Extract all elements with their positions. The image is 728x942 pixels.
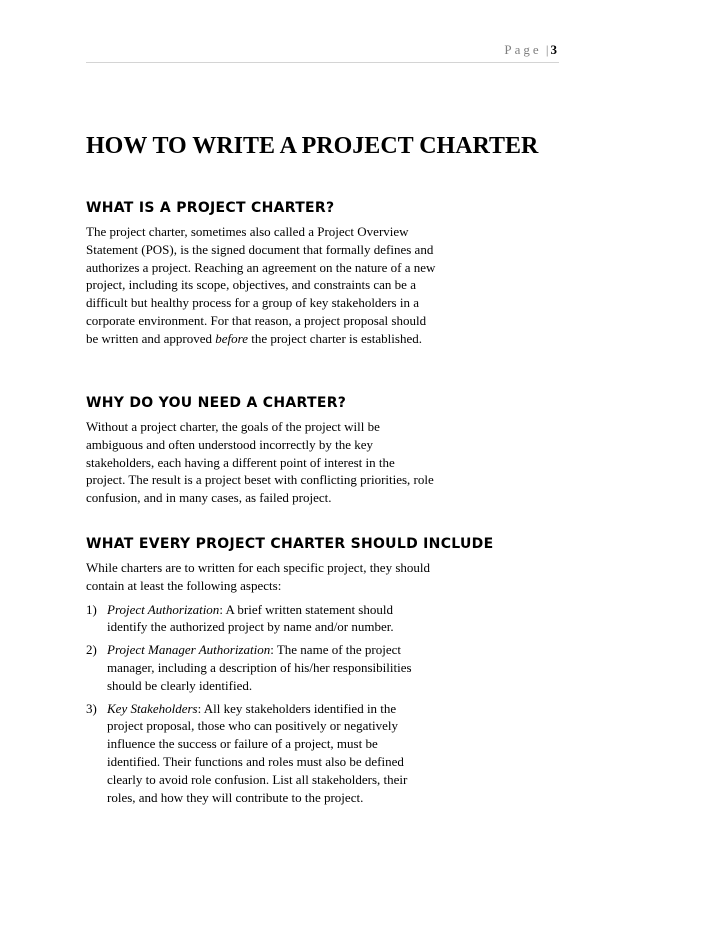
list-item: [86, 601, 426, 637]
list-item-text: : All key stakeholders identified in the project proposal, those who can positively or negatively influence the success or failure of a project, must be identified. Their functions and roles must also be defined clearly to avoid role confusion. List all stakeholders, their roles, and how they will contribute to the project.: [107, 700, 408, 805]
body-text: the project charter is established.: [247, 330, 422, 346]
section-body: Without a project charter, the goals of the project will be ambiguous and often understood incorrectly by the key stakeholders, each having a different point of interest in the project. The result is a project beset with conflicting priorities, role confusion, and in many cases, as failed project.: [86, 419, 434, 506]
list-item: [86, 700, 426, 807]
list-item-number: 2): [86, 642, 97, 658]
section-what-is-charter: [86, 199, 546, 348]
emphasis-text: before: [215, 330, 248, 346]
page-header: [86, 40, 559, 63]
body-text: The project charter, sometimes also called a Project Overview Statement (POS), is the signed document that formally defines and authorizes a project. Reaching an agreement on the nature of a new project, including its scope, objectives, and constraints can be a difficult but healthy process for a group of key stakeholders in a corporate environment. For that reason, a project proposal should be written and approved: [86, 224, 436, 346]
aspect-list: [86, 601, 426, 807]
section-what-to-include: [86, 535, 546, 811]
list-item-number: 1): [86, 601, 97, 617]
section-why-need-charter: [86, 394, 546, 507]
section-body: [86, 223, 436, 348]
document-title: HOW TO WRITE A PROJECT CHARTER: [86, 133, 539, 159]
list-item: [86, 641, 426, 694]
list-item-term: Project Authorization: [107, 601, 220, 617]
section-heading: WHAT IS A PROJECT CHARTER?: [86, 200, 335, 216]
page-separator: |: [545, 42, 549, 57]
list-item-term: Project Manager Authorization: [107, 642, 271, 658]
section-heading: WHY DO YOU NEED A CHARTER?: [86, 395, 347, 411]
list-item-number: 3): [86, 700, 97, 716]
list-item-text: : The name of the project manager, including a description of his/her responsibilities should be clearly identified.: [107, 642, 412, 693]
section-heading: WHAT EVERY PROJECT CHARTER SHOULD INCLUDE: [86, 536, 494, 552]
page-number: 3: [550, 42, 557, 57]
list-item-text: : A brief written statement should identify the authorized project by name and/or number.: [107, 601, 394, 635]
list-item-term: Key Stakeholders: [107, 700, 198, 716]
page-number-label: [504, 42, 557, 58]
section-intro: While charters are to written for each specific project, they should contain at least the following aspects:: [86, 560, 430, 593]
page-word: Page: [504, 42, 542, 57]
